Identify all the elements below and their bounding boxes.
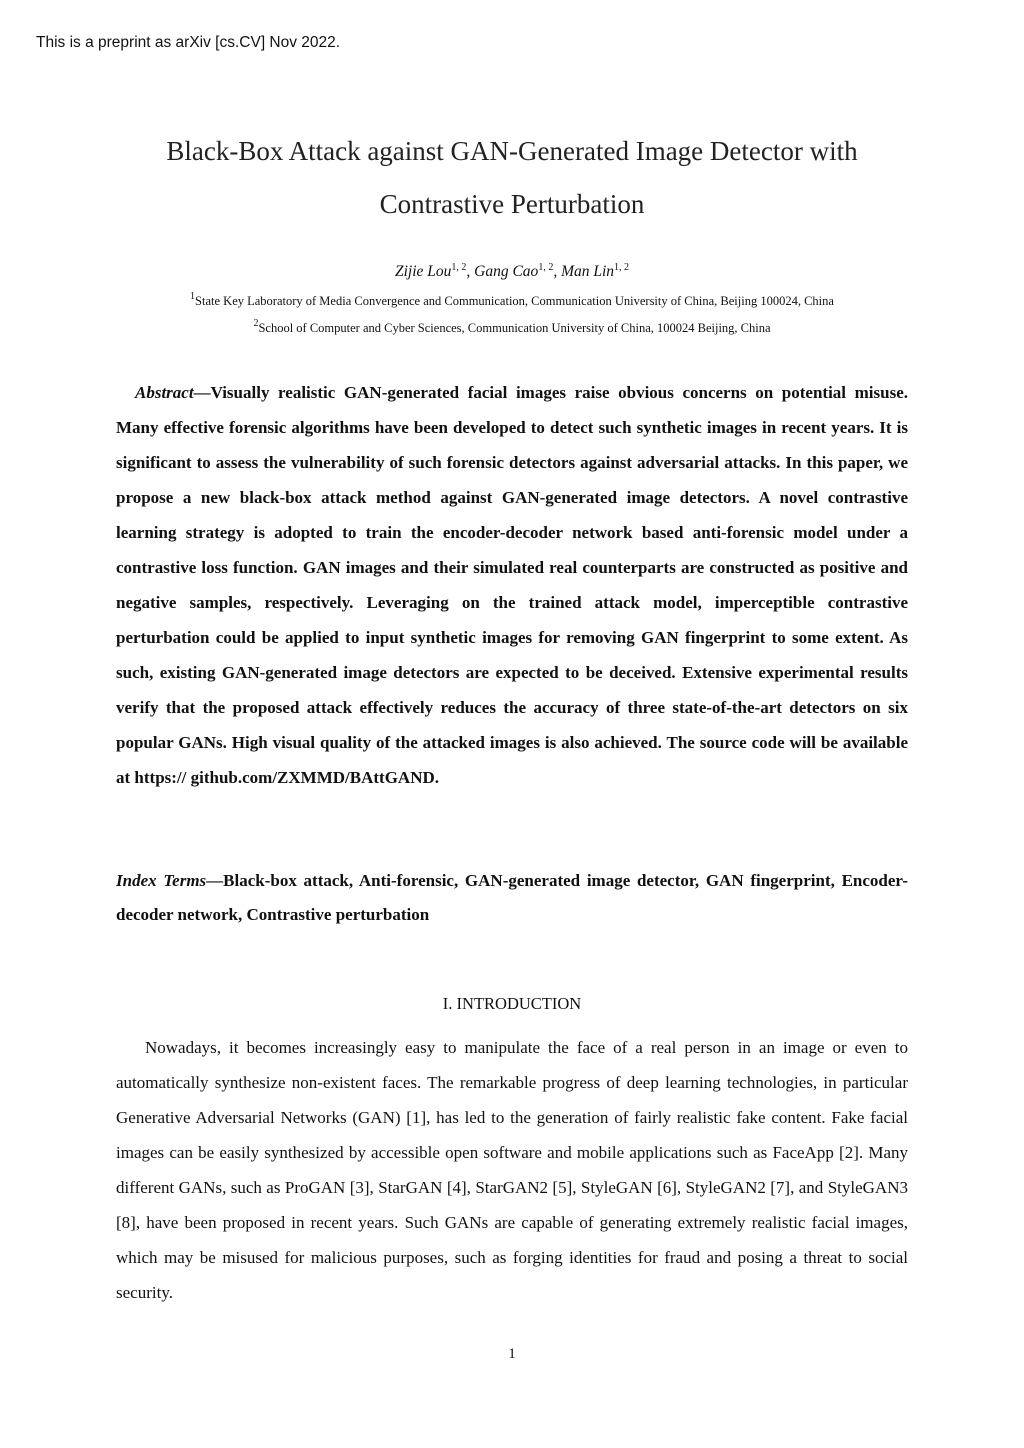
- preprint-notice: This is a preprint as arXiv [cs.CV] Nov 2022.: [36, 34, 341, 51]
- introduction-paragraph: Nowadays, it becomes increasingly easy to manipulate the face of a real person in an image or even to automatically synthesize non-existent faces. The remarkable progress of deep learning technologies, in particular Generative Adversarial Networks (GAN) [1], has led to the generation of fairly realistic fake content. Fake facial images can be easily synthesized by accessible open software and mobile applications such as FaceApp [2]. Many different GANs, such as ProGAN [3], StarGAN [4], StarGAN2 [5], StyleGAN [6], StyleGAN2 [7], and StyleGAN3 [8], have been proposed in recent years. Such GANs are capable of generating extremely realistic facial images, which may be misused for malicious purposes, such as forging identities for fraud and posing a threat to social security.: [116, 1038, 908, 1302]
- author-separator: ,: [466, 263, 475, 280]
- index-terms-dash: —: [206, 871, 224, 890]
- abstract: [116, 375, 908, 795]
- index-terms-text: Black-box attack, Anti-forensic, GAN-generated image detector, GAN fingerprint, Encoder-decoder network, Contrastive perturbation: [116, 871, 908, 924]
- abstract-dash: —: [193, 383, 211, 402]
- section-heading-introduction: I. INTRODUCTION: [442, 994, 582, 1013]
- paper-title-line-2: Contrastive Perturbation: [379, 189, 645, 219]
- author-affiliation-marker: 1, 2: [538, 262, 554, 273]
- author-name: Zijie Lou: [394, 263, 452, 280]
- abstract-text: Visually realistic GAN-generated facial images raise obvious concerns on potential misuse. Many effective forensic algorithms have been developed to detect such synthetic images in recent years. It is significant to assess the vulnerability of such forensic detectors against adversarial attacks. In this paper, we propose a new black-box attack method against GAN-generated image detectors. A novel contrastive learning strategy is adopted to train the encoder-decoder network based anti-forensic model under a contrastive loss function. GAN images and their simulated real counterparts are constructed as positive and negative samples, respectively. Leveraging on the trained attack model, imperceptible contrastive perturbation could be applied to input synthetic images for removing GAN fingerprint to some extent. As such, existing GAN-generated image detectors are expected to be deceived. Extensive experimental results verify that the proposed attack effectively reduces the accuracy of three state-of-the-art detectors on six popular GANs. High visual quality of the attacked images is also achieved. The source code will be available at https:// github.com/ZXMMD/BAttGAND.: [116, 383, 908, 787]
- index-terms: [116, 864, 908, 932]
- page-number: 1: [508, 1346, 516, 1362]
- author-affiliation-marker: 1, 2: [451, 262, 467, 273]
- abstract-label: Abstract: [135, 383, 194, 402]
- affiliation-1: [0, 291, 1024, 309]
- author-separator: ,: [553, 263, 562, 280]
- author-list: [0, 262, 1024, 281]
- affiliation-text: School of Computer and Cyber Sciences, Communication University of China, 100024 Beijing, China: [258, 321, 771, 335]
- affiliation-2: [0, 318, 1024, 336]
- index-terms-label: Index Terms: [116, 871, 207, 890]
- affiliation-marker: 2: [253, 318, 259, 329]
- author-affiliation-marker: 1, 2: [614, 262, 630, 273]
- author-name: Man Lin: [561, 263, 615, 280]
- affiliation-marker: 1: [190, 291, 196, 302]
- author-name: Gang Cao: [474, 263, 539, 280]
- affiliation-text: State Key Laboratory of Media Convergence and Communication, Communication University of China, Beijing 100024, China: [195, 294, 834, 308]
- paper-title-line-1: Black-Box Attack against GAN-Generated Image Detector with: [166, 136, 858, 166]
